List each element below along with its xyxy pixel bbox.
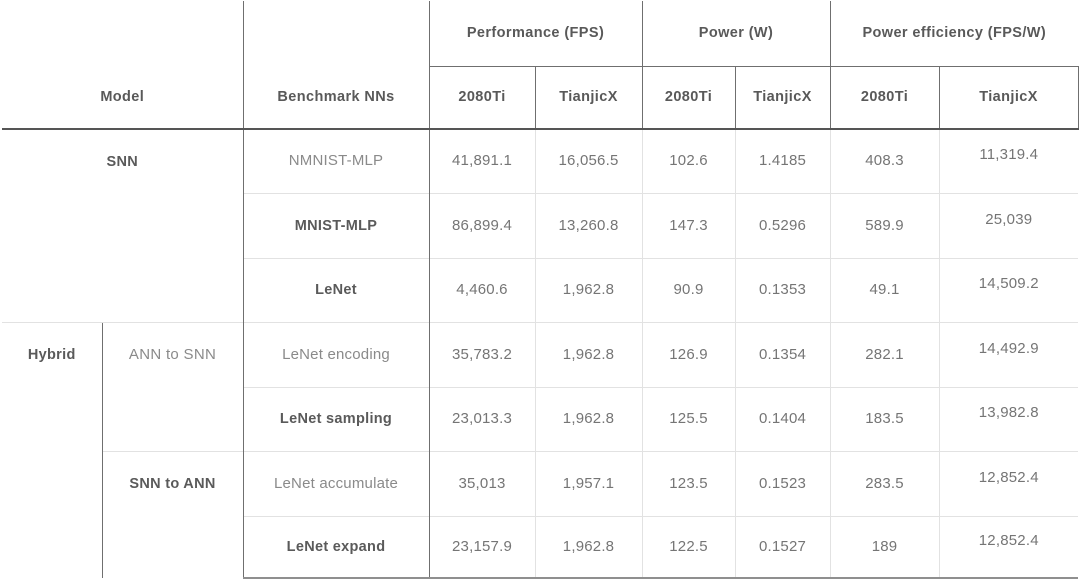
benchmark-cell — [243, 129, 429, 193]
header-group-power: Power (W) — [642, 1, 830, 66]
header-efficiency-2080ti: 2080Ti — [830, 66, 939, 129]
value-cell — [642, 387, 735, 451]
value-cell — [939, 258, 1078, 322]
value-cell — [939, 193, 1078, 258]
value: 408.3 — [865, 152, 904, 170]
value-cell — [735, 516, 830, 578]
value-cell — [429, 387, 535, 451]
value: 589.9 — [865, 216, 904, 234]
value: 12,852.4 — [978, 468, 1039, 486]
value: 49.1 — [869, 281, 900, 298]
model-label-snn: SNN — [106, 154, 139, 170]
benchmark-label: LeNet accumulate — [273, 474, 399, 492]
model-group-hybrid — [2, 322, 102, 578]
value: 1,962.8 — [562, 345, 615, 363]
value: 0.5296 — [758, 216, 807, 234]
value-cell — [735, 129, 830, 193]
model-subgroup-ann-to-snn — [102, 322, 243, 451]
header-model — [2, 1, 243, 129]
value-cell — [429, 258, 535, 322]
model-label-ann-to-snn: ANN to SNN — [128, 346, 217, 363]
value: 122.5 — [669, 537, 708, 555]
value: 11,319.4 — [979, 146, 1039, 164]
benchmark-cell — [243, 516, 429, 578]
value: 12,852.4 — [978, 531, 1039, 549]
value-cell — [429, 516, 535, 578]
value-cell — [535, 193, 642, 258]
value: 14,509.2 — [978, 275, 1039, 292]
benchmark-cell — [243, 387, 429, 451]
value: 13,260.8 — [558, 216, 619, 234]
model-label-hybrid: Hybrid — [27, 346, 76, 363]
benchmark-label: LeNet encoding — [282, 345, 390, 363]
header-power-tianjicx: TianjicX — [735, 66, 830, 129]
value-cell — [429, 451, 535, 516]
table-row — [2, 129, 1078, 193]
value: 4,460.6 — [456, 281, 508, 298]
value-cell — [535, 129, 642, 193]
value: 41,891.1 — [452, 152, 513, 170]
value: 283.5 — [865, 474, 904, 492]
value-cell — [429, 129, 535, 193]
value: 23,157.9 — [452, 537, 513, 555]
table-row — [2, 322, 1078, 387]
value-cell — [830, 258, 939, 322]
header-efficiency-tianjicx: TianjicX — [939, 66, 1078, 129]
benchmark-cell — [243, 451, 429, 516]
value-cell — [642, 258, 735, 322]
value: 123.5 — [669, 474, 708, 492]
value: 23,013.3 — [452, 410, 513, 427]
value-cell — [535, 258, 642, 322]
header-group-performance: Performance (FPS) — [429, 1, 642, 66]
value-cell — [830, 193, 939, 258]
value: 1,957.1 — [562, 474, 615, 492]
header-group-power-efficiency: Power efficiency (FPS/W) — [830, 1, 1078, 66]
value: 1.4185 — [758, 152, 807, 170]
header-power-2080ti: 2080Ti — [642, 66, 735, 129]
header-performance-tianjicx: TianjicX — [535, 66, 642, 129]
value-cell — [429, 193, 535, 258]
value-cell — [939, 129, 1078, 193]
value-cell — [830, 322, 939, 387]
table-row — [2, 451, 1078, 516]
value-cell — [939, 516, 1078, 578]
value-cell — [535, 516, 642, 578]
value: 1,962.8 — [562, 410, 615, 427]
value-cell — [939, 322, 1078, 387]
value-cell — [535, 322, 642, 387]
value: 0.1353 — [758, 281, 807, 298]
value-cell — [830, 387, 939, 451]
value-cell — [735, 193, 830, 258]
value-cell — [830, 516, 939, 578]
value: 25,039 — [985, 210, 1033, 228]
value: 183.5 — [865, 410, 904, 427]
benchmark-label: LeNet expand — [286, 538, 386, 555]
benchmark-cell — [243, 193, 429, 258]
value-cell — [535, 387, 642, 451]
value-cell — [735, 258, 830, 322]
benchmark-label: NMNIST-MLP — [288, 152, 384, 170]
header-model-label: Model — [100, 88, 145, 105]
value: 86,899.4 — [452, 216, 513, 234]
value-cell — [830, 129, 939, 193]
value: 0.1527 — [758, 537, 807, 555]
value: 0.1404 — [758, 410, 807, 427]
value-cell — [939, 451, 1078, 516]
value-cell — [642, 322, 735, 387]
benchmark-cell — [243, 322, 429, 387]
value: 282.1 — [865, 345, 904, 363]
value: 1,962.8 — [562, 537, 615, 555]
table-body — [2, 129, 1078, 578]
model-subgroup-snn-to-ann — [102, 451, 243, 578]
benchmark-table — [2, 1, 1079, 579]
model-group-snn — [2, 129, 243, 322]
value-cell — [735, 322, 830, 387]
value: 14,492.9 — [978, 339, 1039, 357]
value-cell — [735, 387, 830, 451]
benchmark-label: LeNet sampling — [279, 411, 393, 427]
benchmark-cell — [243, 258, 429, 322]
value-cell — [830, 451, 939, 516]
value: 125.5 — [669, 410, 708, 427]
value: 16,056.5 — [558, 152, 619, 170]
value: 90.9 — [673, 281, 704, 298]
value: 147.3 — [669, 216, 708, 234]
value: 13,982.8 — [978, 404, 1039, 421]
value: 189 — [871, 537, 898, 555]
header-benchmark — [243, 1, 429, 129]
value-cell — [642, 193, 735, 258]
value-cell — [939, 387, 1078, 451]
value: 0.1354 — [758, 345, 807, 363]
value-cell — [429, 322, 535, 387]
benchmark-label: LeNet — [315, 282, 357, 298]
value-cell — [535, 451, 642, 516]
benchmark-label: MNIST-MLP — [294, 217, 378, 234]
value: 1,962.8 — [562, 281, 615, 298]
value-cell — [735, 451, 830, 516]
value: 35,013 — [458, 474, 506, 492]
header-benchmark-label: Benchmark NNs — [277, 88, 395, 105]
model-label-snn-to-ann: SNN to ANN — [129, 475, 216, 492]
header-performance-2080ti: 2080Ti — [429, 66, 535, 129]
value: 0.1523 — [758, 474, 807, 492]
table-header — [2, 1, 1078, 129]
value: 35,783.2 — [452, 345, 513, 363]
value-cell — [642, 129, 735, 193]
value-cell — [642, 451, 735, 516]
value: 102.6 — [669, 152, 708, 170]
value-cell — [642, 516, 735, 578]
value: 126.9 — [669, 345, 708, 363]
